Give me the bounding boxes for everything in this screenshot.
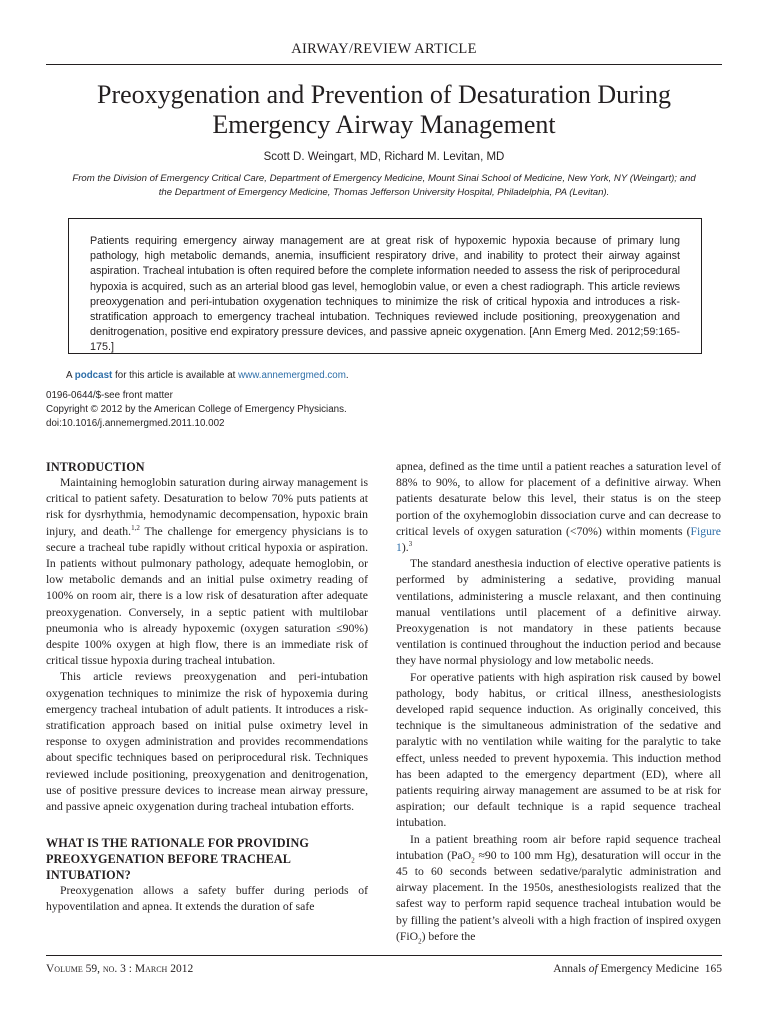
right-paragraph-1 <box>396 459 721 556</box>
right-paragraph-2: The standard anesthesia induction of elective operative patients is performed by administering a sedative, providing manual ventilations, administering a muscle relaxant, and then continuing manual ventilations until placement of a definitive airway. Preoxygenation is not mandatory in these patients because ventilation is continued throughout the induction period and because they have normal physiology and low metabolic needs. <box>396 557 721 668</box>
journal-name-b: Emergency Medicine <box>597 963 699 975</box>
doi-line: doi:10.1016/j.annemergmed.2011.10.002 <box>46 418 225 430</box>
journal-url-link[interactable]: www.annemergmed.com <box>238 370 346 381</box>
right-paragraph-3: For operative patients with high aspiration risk caused by bowel pathology, body habitus, or critical illness, anesthesiologists developed rapid sequence induction. As originally conceived, this technique is the simultaneous administration of the sedative and paralytic with no ventilation while waiting for the paralytic to take effect, unless needed to prevent hypoxemia. This induction method has been adapted to the emergency department (ED), where all patients requiring airway management are assumed to be at risk for aspiration; our default technique is a rapid sequence tracheal intubation. <box>396 670 721 830</box>
citation-3: 3 <box>408 540 413 549</box>
podcast-prefix: A <box>66 370 72 381</box>
figure-1-link[interactable]: Figure 1 <box>396 524 721 555</box>
intro-paragraph-1 <box>46 475 368 669</box>
title-line-1: Preoxygenation and Prevention of Desaturation During <box>96 80 672 109</box>
section-label: AIRWAY/REVIEW ARTICLE <box>291 41 477 57</box>
affiliation-line-2: the Department of Emergency Medicine, Thomas Jefferson University Hospital, Philadelphia, PA (Levitan). <box>158 187 610 198</box>
volume-issue-date: Volume 59, no. 3 : March 2012 <box>46 963 194 975</box>
copyright-line: Copyright © 2012 by the American College of Emergency Physicians. <box>46 404 347 416</box>
heading-introduction: INTRODUCTION <box>46 460 145 474</box>
journal-name-of: of <box>588 963 598 975</box>
heading-rationale-line-2: PREOXYGENATION BEFORE TRACHEAL <box>46 852 291 867</box>
journal-name-a: Annals <box>553 963 589 975</box>
affiliation <box>46 172 722 200</box>
right-column <box>396 459 721 945</box>
podcast-suffix: . <box>345 370 349 381</box>
page-number: 165 <box>704 963 722 975</box>
intro-p1-text-b: The challenge for emergency physicians is to secure a tracheal tube rapidly without critical hypoxia or aspiration. In patients without pulmonary pathology, adequate hemoglobin, or low metabolic demands and an initial pulse oximetry reading of 100% on room air, there is a low risk of desaturation after adequate preoxygenation. Conversely, in a septic patient with multilobar pneumonia who is already hypoxemic (oxygen saturation ≤90%) despite 100% oxygen at high flow, there is an immediate risk of critical tissue hypoxia during tracheal intubation. <box>46 524 368 668</box>
issn-line: 0196-0644/$-see front matter <box>46 390 173 401</box>
right-p4-text-a: In a patient breathing room air before rapid sequence tracheal intubation (PaO <box>396 832 721 862</box>
footer-journal <box>400 963 722 975</box>
intro-p1-text-a: Maintaining hemoglobin saturation during airway management is critical to patient safety. Desaturation to below 70% puts patients at risk for dysrhythmia, hemodynamic decompensation, hypoxic brain injury, and death. <box>46 476 368 538</box>
affiliation-line-1: From the Division of Emergency Critical Care, Department of Emergency Medicine, Mount Sinai School of Medicine, New York, NY (Weingart); and <box>72 173 696 184</box>
rationale-paragraph-1: Preoxygenation allows a safety buffer during periods of hypoventilation and apnea. It extends the duration of safe <box>46 884 368 914</box>
heading-rationale <box>46 835 368 883</box>
intro-paragraph-2: This article reviews preoxygenation and peri-intubation oxygenation techniques to minimize the risk of hypoxemia during emergency tracheal intubation of adult patients. It introduces a risk-stratification approach based on initial pulse oximetry level in response to oxygen administration and provides recommendations about specific techniques based on periprocedural risk. Techniques reviewed include positioning, preoxygenation and denitrogenation, use of positive pressure devices to increase mean airway pressure, and passive apneic oxygenation during tracheal intubation efforts. <box>46 670 368 814</box>
right-p4-text-c: ) before the <box>421 929 476 943</box>
footer-volume <box>46 963 193 975</box>
abstract-text: Patients requiring emergency airway management are at great risk of hypoxemic hypoxia because of primary lung pathology, high metabolic demands, anemia, insufficient respiratory drive, and inability to protect their airway against aspiration. Tracheal intubation is often required before the complete information needed to assess the risk of periprocedural hypoxia is acquired, such as an arterial blood gas level, hemoglobin value, or even a chest radiograph. This article reviews preoxygenation and peri-intubation oxygenation techniques to minimize the risk of critical hypoxia and introduces a risk-stratification approach to emergency tracheal intubation. Techniques reviewed include positioning, preoxygenation and denitrogenation, positive end expiratory pressure devices, and passive apneic oxygenation. [Ann Emerg Med. 2012;59:165-175.] <box>90 235 680 354</box>
fio2-subscript: 2 <box>418 937 422 946</box>
pao2-subscript: 2 <box>471 856 475 865</box>
podcast-middle: for this article is available at <box>115 370 236 381</box>
right-paragraph-4 <box>396 832 721 945</box>
right-p4-text-b: ≈90 to 100 mm Hg), desaturation will occur in the 45 to 60 seconds between sedative/paralytic administration and airway placement. In the 1950s, anesthesiologists realized that the safest way to perform rapid sequence tracheal intubation would be by filling the patient’s alveoli with a high fraction of inspired oxygen (FiO <box>396 848 721 943</box>
abstract-box <box>68 218 702 354</box>
article-title <box>40 80 728 140</box>
podcast-notice <box>66 370 349 381</box>
podcast-link[interactable]: podcast <box>74 370 113 381</box>
left-column <box>46 459 368 916</box>
heading-rationale-line-1: WHAT IS THE RATIONALE FOR PROVIDING <box>46 836 309 851</box>
article-meta <box>46 389 347 432</box>
title-line-2: Emergency Airway Management <box>212 110 556 139</box>
citation-1-2: 1,2 <box>131 523 140 532</box>
footer-rule <box>46 955 722 956</box>
heading-rationale-line-3: INTUBATION? <box>46 868 131 883</box>
author-list: Scott D. Weingart, MD, Richard M. Levitan, MD <box>263 151 505 163</box>
right-p1-text-b: ). <box>401 541 409 555</box>
header-rule <box>46 64 722 65</box>
right-p1-text-a: apnea, defined as the time until a patient reaches a saturation level of 88% to 90%, to allow for placement of a definitive airway. When patients desaturate below this level, their status is on the steep portion of the oxyhemoglobin dissociation curve and can decrease to critical levels of oxygen saturation (<70%) within moments ( <box>396 460 721 538</box>
